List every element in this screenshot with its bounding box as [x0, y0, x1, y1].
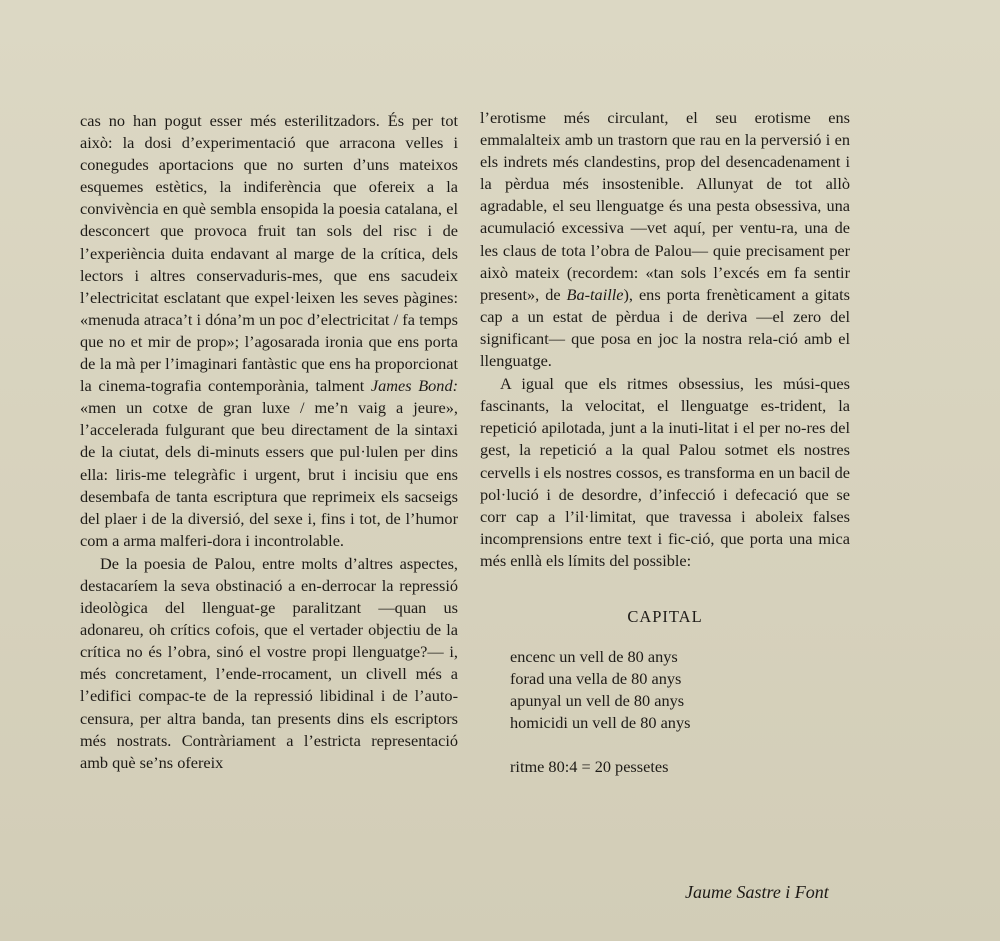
paragraph-text: ), ens porta frenèticament a gitats cap a un estat de pèrdua i de deriva —el zero del significant— que posa en joc la nostra rela-ció amb el llenguatge.: [480, 284, 850, 371]
poem-line: homicidi un vell de 80 anys: [510, 713, 691, 733]
author-signature: Jaume Sastre i Font: [685, 882, 829, 902]
right-column: [480, 107, 850, 779]
paragraph: [80, 110, 458, 552]
poem-title: CAPITAL: [627, 606, 703, 626]
paragraph-text: l’erotisme més circulant, el seu erotisme ens emmalalteix amb un trastorn que rau en la perversió i en els indrets més clandestins, prop del desencadenament i la pèrdua més insostenible. Allunyat de tot allò agradable, el seu llenguatge és una pesta obsessiva, una acumulació excessiva —vet aquí, per ventu-ra, una de les claus de tota l’obra de Palou— quie precisament per això mateix (recordem: «tan sols l’excés em fa sentir present», de: [480, 108, 850, 304]
italic-reference: Ba-taille: [566, 284, 624, 304]
paragraph-text: cas no han pogut esser més esterilitzadors. És per tot això: la dosi d’experimentació que arracona velles i conegudes aportacions que no surten d’uns mateixos esquemes estètics, la indiferència que ofereix a la convivència en què sembla ensopida la poesia catalana, el desconcert que provoca fruit tan sols del risc i de l’experiència duita endavant al marge de la crítica, dels lectors i altres conservaduris-mes, que ens sacudeix l’electricitat esclatant que expel·leixen les seves pàgines: «menuda atraca’t i dóna’m un poc d’electricitat / fa temps que no et mir de prop»; l’agosarada ironia que ens porta de la mà per l’imaginari fantàstic que ens ha proporcionat la cinema-tografia contemporània, talment: [80, 111, 458, 396]
poem-line: forad una vella de 80 anys: [510, 669, 682, 689]
paragraph: [480, 107, 850, 372]
left-column: [80, 110, 458, 774]
poem-line: encenc un vell de 80 anys: [510, 647, 678, 667]
poem-line: apunyal un vell de 80 anys: [510, 691, 685, 711]
paragraph: De la poesia de Palou, entre molts d’altres aspectes, destacaríem la seva obstinació a en-derrocar la repressió ideològica del llenguat-ge paralitzant —quan us adonareu, oh crítics cofois, que el vertader objectiu de la crítica no és l’obra, sinó el vostre propi llenguatge?— i, més concretament, l’ende-rrocament, un clivell més a l’edifici compac-te de la repressió libidinal i de l’auto-censura, per altra banda, tan presents dins els escriptors més nostrats. Contràriament a l’estricta representació amb què se’ns ofereix: [80, 553, 458, 772]
italic-reference: James Bond:: [370, 376, 459, 396]
poem-meter: ritme 80:4 = 20 pessetes: [510, 757, 669, 777]
paragraph: A igual que els ritmes obsessius, les músi-ques fascinants, la velocitat, el llenguatge es-trident, la repetició apilotada, junt a la inuti-litat i el per no-res del gest, la repetició a la qual Palou sotmet els nostres cervells i els nostres cossos, es transforma en un bacil de pol·lució i de desordre, d’infecció i defecació que se corr cap a l’il·limitat, que travessa i aboleix falses incomprensions entre text i fic-ció, que porta una mica més enllà els límits del possible:: [480, 374, 850, 570]
paragraph-text: «men un cotxe de gran luxe / me’n vaig a jeure», l’accelerada fulgurant que beu directament de la sintaxi de la ciutat, dels di-minuts essers que pul·lulen per dins ella: liris-me telegràfic i urgent, brut i incisiu que ens desembafa de tanta escriptura que reprimeix els sacseigs del plaer i de la diversió, del sexe i, fins i tot, de l’humor com a arma malferi-dora i incontrolable.: [80, 398, 458, 550]
